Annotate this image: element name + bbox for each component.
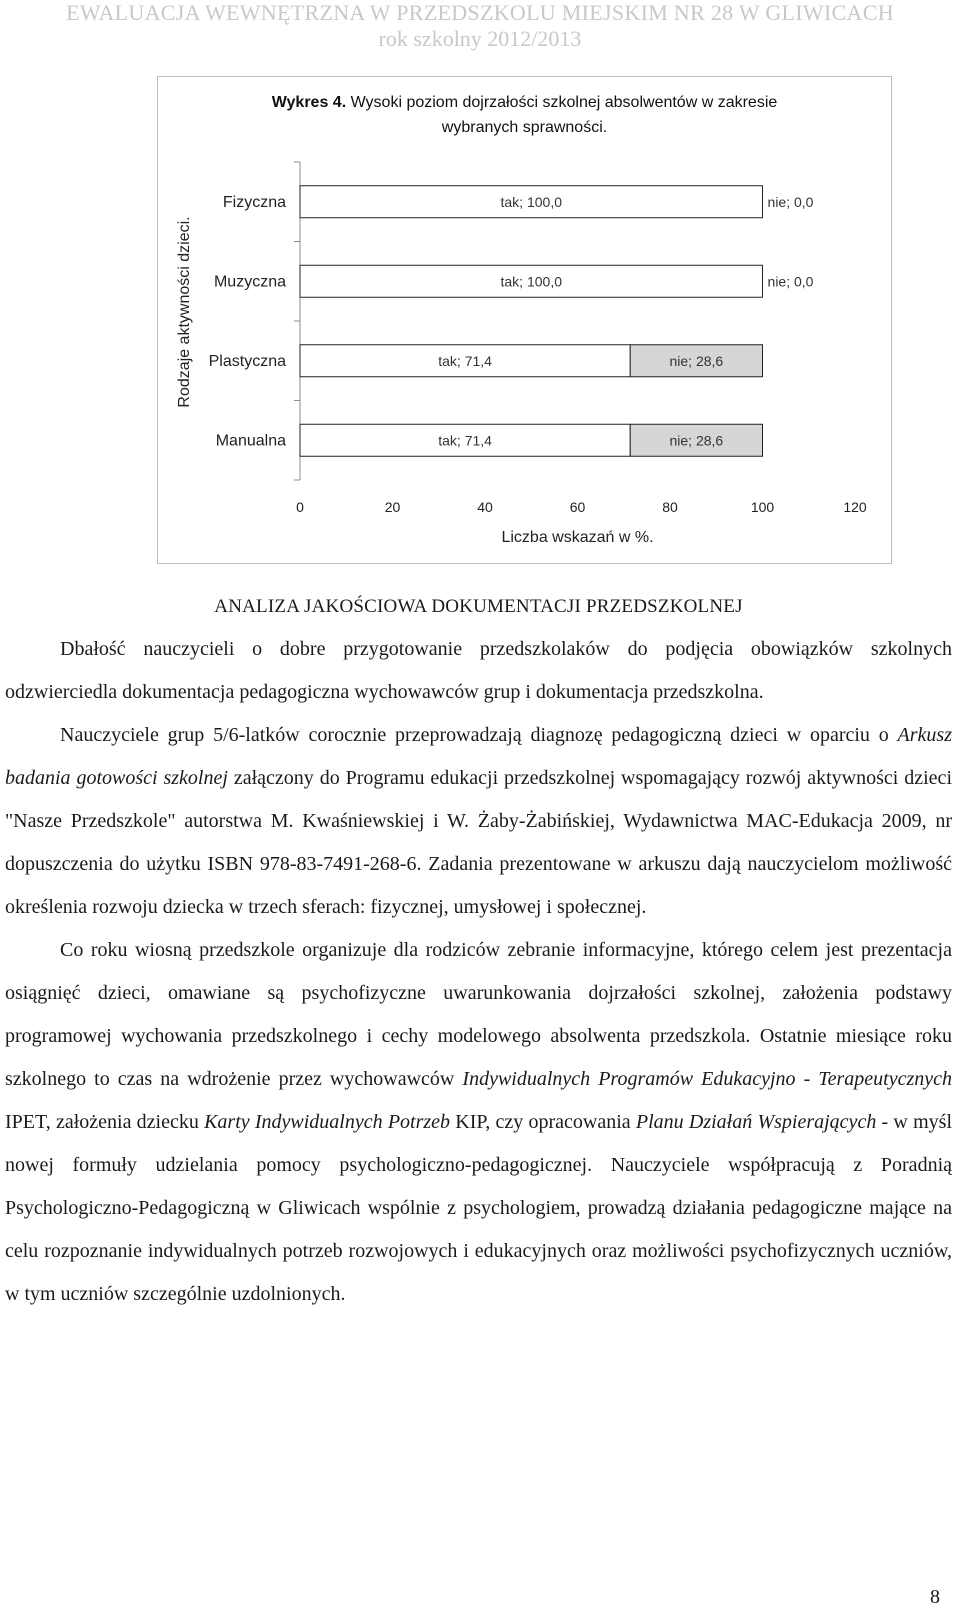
section-heading: ANALIZA JAKOŚCIOWA DOKUMENTACJI PRZEDSZKOLNEJ: [214, 596, 743, 617]
data-label-nie-fizyczna: nie; 0,0: [767, 193, 814, 210]
x-tick-label: 20: [384, 499, 401, 515]
paragraph-3-text-c: IPET, założenia dziecku: [5, 1111, 205, 1133]
paragraph-2-title: Arkusz badania gotowości szkolnej: [5, 724, 952, 789]
paragraph-3-plan: Planu Działań Wspierających: [635, 1111, 877, 1133]
chart-title-line2: wybranych sprawności.: [441, 119, 608, 136]
paragraph-3-ipet: Indywidualnych Programów Edukacyjno - Terapeutycznych: [462, 1068, 952, 1090]
document-body: [5, 592, 952, 1316]
paragraph-3-text-e: KIP, czy opracowania: [450, 1111, 636, 1133]
x-tick-label: 120: [843, 499, 867, 515]
paragraph-1: [5, 628, 952, 714]
header-title: EWALUACJA WEWNĘTRZNA W PRZEDSZKOLU MIEJSKIM NR 28 W GLIWICACH: [66, 0, 894, 25]
paragraph-2-text-c: załączony do Programu edukacji przedszkolnej wspomagający rozwój aktywności dzieci "Nasze Przedszkole" autorstwa M. Kwaśniewskiej i W. Żaby-Żabińskiej, Wydawnictwa MAC-Edukacja 2009, nr dopuszczenia do użytku ISBN 978-83-7491-268-6. Zadania prezentowane w arkuszu dają nauczycielom możliwość określenia rozwoju dziecka w trzech sferach: fizycznej, umysłowej i społecznej.: [5, 767, 952, 918]
category-label-plastyczna: Plastyczna: [208, 352, 286, 370]
chart-title-label: Wykres 4.: [271, 94, 347, 111]
data-label-tak-plastyczna: tak; 71,4: [438, 352, 492, 369]
data-label-nie-muzyczna: nie; 0,0: [767, 273, 814, 290]
data-label-nie-plastyczna: nie; 28,6: [669, 352, 724, 369]
header-school-year: rok szkolny 2012/2013: [378, 26, 582, 51]
x-tick-label: 0: [296, 499, 304, 515]
data-label-tak-muzyczna: tak; 100,0: [500, 273, 562, 290]
x-tick-label: 60: [569, 499, 586, 515]
paragraph-1-text: Dbałość nauczycieli o dobre przygotowanie przedszkolaków do podjęcia obowiązków szkolnych odzwierciedla dokumentacja pedagogiczna wychowawców grup i dokumentacja przedszkolna.: [5, 638, 952, 703]
data-label-nie-manualna: nie; 28,6: [669, 432, 724, 449]
x-tick-label: 80: [662, 499, 678, 515]
paragraph-2: [5, 714, 952, 929]
stacked-bar-chart: [157, 76, 892, 564]
chart-title-line1: Wysoki poziom dojrzałości szkolnej absolwentów w zakresie: [350, 94, 778, 111]
category-label-fizyczna: Fizyczna: [222, 193, 286, 211]
x-tick-label: 100: [750, 499, 775, 515]
category-label-manualna: Manualna: [215, 432, 286, 450]
paragraph-3-text-g: - w myśl nowej formuły udzielania pomocy psychologiczno-pedagogicznej. Nauczyciele współpracują z Poradnią Psychologiczno-Pedagogiczną w Gliwicach wspólnie z psychologiem, prowadzą działania pedagogiczne mające na celu rozpoznanie indywidualnych potrzeb rozwojowych i edukacyjnych oraz możliwości psychofizycznych uczniów, w tym uczniów szczególnie uzdolnionych.: [5, 1111, 953, 1305]
paragraph-3-kip: Karty Indywidualnych Potrzeb: [204, 1111, 451, 1133]
page-header: [0, 0, 960, 52]
y-axis-title: Rodzaje aktywności dzieci.: [176, 216, 193, 408]
paragraph-3-text-a: Co roku wiosną przedszkole organizuje dla rodziców zebranie informacyjne, którego celem jest prezentacja osiągnięć dzieci, omawiane są psychofizyczne uwarunkowania dojrzałości szkolnej, założenia podstawy programowej wychowania przedszkolnego i cechy modelowego absolwenta przedszkola. Ostatnie miesiące roku szkolnego to czas na wdrożenie przez wychowawców: [5, 939, 952, 1090]
data-label-tak-manualna: tak; 71,4: [438, 432, 492, 449]
paragraph-2-text-a: Nauczyciele grup 5/6-latków corocznie przeprowadzają diagnozę pedagogiczną dzieci w oparciu o: [60, 724, 898, 746]
x-axis-title: Liczba wskazań w %.: [501, 529, 654, 546]
category-label-muzyczna: Muzyczna: [213, 273, 286, 291]
data-label-tak-fizyczna: tak; 100,0: [500, 193, 562, 210]
x-tick-label: 40: [477, 499, 493, 515]
page-number: 8: [930, 1586, 940, 1608]
paragraph-3: [5, 929, 952, 1316]
